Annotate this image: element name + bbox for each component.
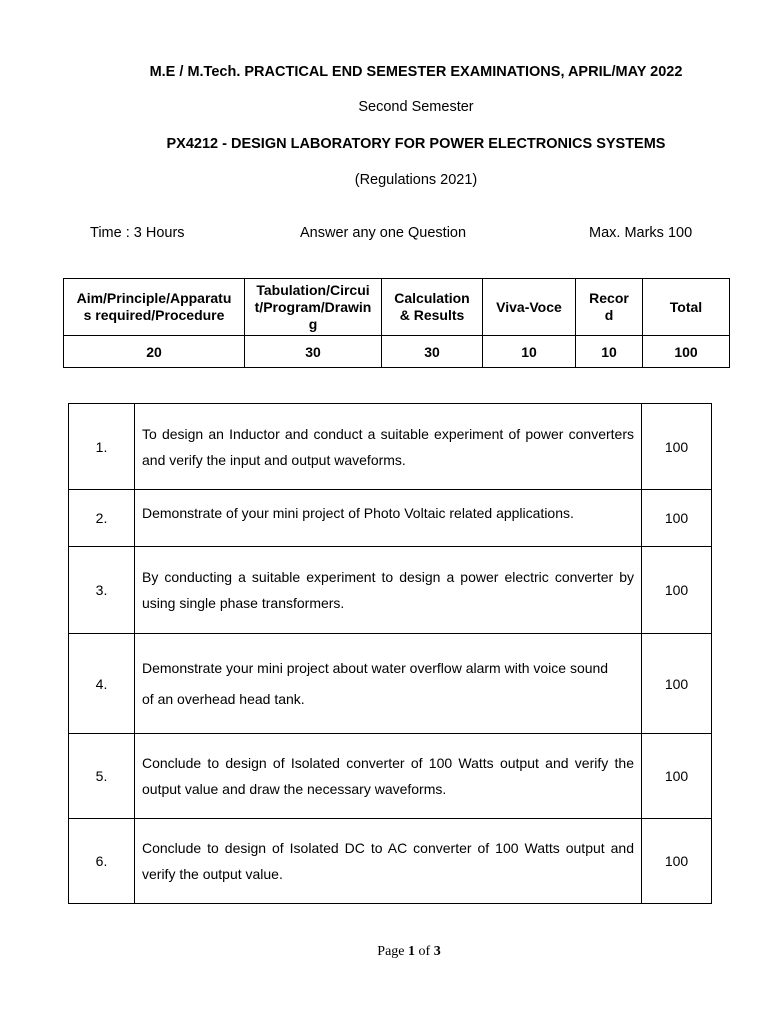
page-footer: [0, 944, 768, 960]
questions-table: [68, 403, 712, 904]
marks-header-row: [64, 279, 730, 336]
question-text: By conducting a suitable experiment to design a power electric converter by using single phase transformers.: [135, 547, 642, 634]
question-text-line: of an overhead head tank.: [142, 690, 305, 707]
value-cell-aim: 20: [64, 336, 245, 368]
max-marks-label: Max. Marks 100: [589, 225, 693, 241]
question-row: [69, 634, 712, 734]
question-text-line: Demonstrate your mini project about water overflow alarm with voice sound: [142, 659, 609, 676]
question-number: 4.: [69, 634, 135, 734]
marks-distribution-table: [63, 278, 730, 368]
question-marks: 100: [642, 404, 712, 490]
header-cell-record: Recor d: [576, 279, 643, 336]
header-cell-aim: Aim/Principle/Apparatu s required/Procedure: [64, 279, 245, 336]
marks-value-row: [64, 336, 730, 368]
question-text: Conclude to design of Isolated converter of 100 Watts output and verify the output value and draw the necessary waveforms.: [135, 734, 642, 819]
instruction-label: Answer any one Question: [300, 225, 467, 241]
question-text: [135, 634, 642, 734]
question-marks: 100: [642, 490, 712, 547]
exam-title: M.E / M.Tech. PRACTICAL END SEMESTER EXAMINATIONS, APRIL/MAY 2022: [149, 64, 683, 80]
value-cell-viva: 10: [483, 336, 576, 368]
value-cell-calculation: 30: [382, 336, 483, 368]
course-title: PX4212 - DESIGN LABORATORY FOR POWER ELECTRONICS SYSTEMS: [166, 136, 666, 152]
of-word: of: [418, 944, 431, 959]
question-marks: 100: [642, 547, 712, 634]
total-pages-number: 3: [433, 944, 441, 959]
question-row: [69, 734, 712, 819]
question-number: 1.: [69, 404, 135, 490]
question-row: [69, 404, 712, 490]
question-row: [69, 819, 712, 904]
question-number: 2.: [69, 490, 135, 547]
question-marks: 100: [642, 734, 712, 819]
value-cell-total: 100: [643, 336, 730, 368]
time-label: Time : 3 Hours: [90, 225, 185, 241]
question-marks: 100: [642, 819, 712, 904]
question-text: Demonstrate of your mini project of Photo Voltaic related applications.: [135, 490, 642, 547]
question-text: Conclude to design of Isolated DC to AC converter of 100 Watts output and verify the output value.: [135, 819, 642, 904]
header-cell-calculation: Calculation & Results: [382, 279, 483, 336]
question-row: [69, 547, 712, 634]
value-cell-record: 10: [576, 336, 643, 368]
regulations-label: (Regulations 2021): [354, 172, 478, 188]
question-row: [69, 490, 712, 547]
question-marks: 100: [642, 634, 712, 734]
value-cell-tabulation: 30: [245, 336, 382, 368]
header-cell-total: Total: [643, 279, 730, 336]
header-cell-viva: Viva-Voce: [483, 279, 576, 336]
question-number: 5.: [69, 734, 135, 819]
semester-label: Second Semester: [358, 99, 474, 115]
question-text: To design an Inductor and conduct a suitable experiment of power converters and verify the input and output waveforms.: [135, 404, 642, 490]
question-number: 6.: [69, 819, 135, 904]
header-cell-tabulation: Tabulation/Circui t/Program/Drawin g: [245, 279, 382, 336]
page-word: Page: [377, 944, 405, 959]
question-number: 3.: [69, 547, 135, 634]
current-page-number: 1: [408, 944, 416, 959]
